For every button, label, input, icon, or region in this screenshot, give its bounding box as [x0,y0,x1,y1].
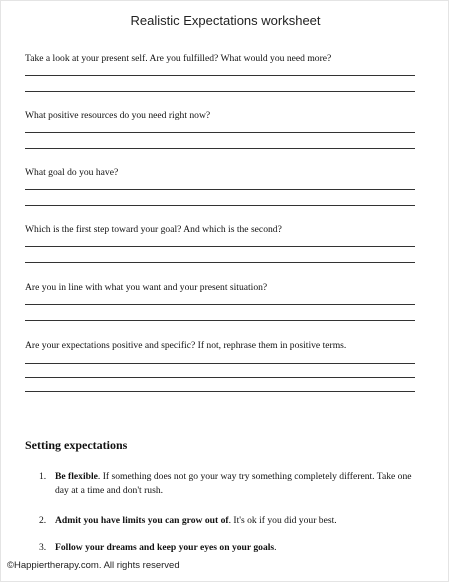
list-item-text [55,514,415,528]
answer-line [25,262,415,263]
list-number: 3. [39,542,47,553]
tip-emphasis: Follow your dreams and keep your eyes on your goals [55,542,275,553]
section-heading: Setting expectations [25,438,128,452]
list-number: 1. [39,471,47,482]
copyright-footer: ©Happiertherapy.com. All rights reserved [7,560,180,571]
answer-line [25,377,415,378]
question-block-1 [25,53,425,65]
answer-line [25,205,415,206]
answer-line [25,391,415,392]
answer-line [25,320,415,321]
question-text: Which is the first step toward your goal? And which is the second? [25,224,282,235]
question-text: What positive resources do you need right now? [25,110,211,121]
question-block-5 [25,282,425,294]
answer-line [25,189,415,190]
list-item-text [55,470,415,498]
tip-detail: . If something does not go your way try something completely different. Take one day at a time and don't rush. [55,471,412,496]
question-text: Take a look at your present self. Are you fulfilled? What would you need more? [25,53,332,64]
answer-line [25,363,415,364]
answer-line [25,246,415,247]
tip-emphasis: Admit you have limits you can grow out of [55,515,229,526]
tip-detail: . [274,542,277,553]
question-text: What goal do you have? [25,167,119,178]
question-text: Are you in line with what you want and your present situation? [25,282,268,293]
question-block-2 [25,110,425,122]
answer-line [25,148,415,149]
question-block-4 [25,224,425,236]
tip-emphasis: Be flexible [55,471,98,482]
question-block-6 [25,340,425,352]
worksheet-title: Realistic Expectations worksheet [130,13,321,28]
answer-line [25,75,415,76]
list-number: 2. [39,515,47,526]
question-block-3 [25,167,425,179]
list-item-text [55,541,415,555]
question-text: Are your expectations positive and specific? If not, rephrase them in positive terms. [25,340,347,351]
answer-line [25,132,415,133]
answer-line [25,304,415,305]
answer-line [25,91,415,92]
tip-detail: . It's ok if you did your best. [228,515,337,526]
